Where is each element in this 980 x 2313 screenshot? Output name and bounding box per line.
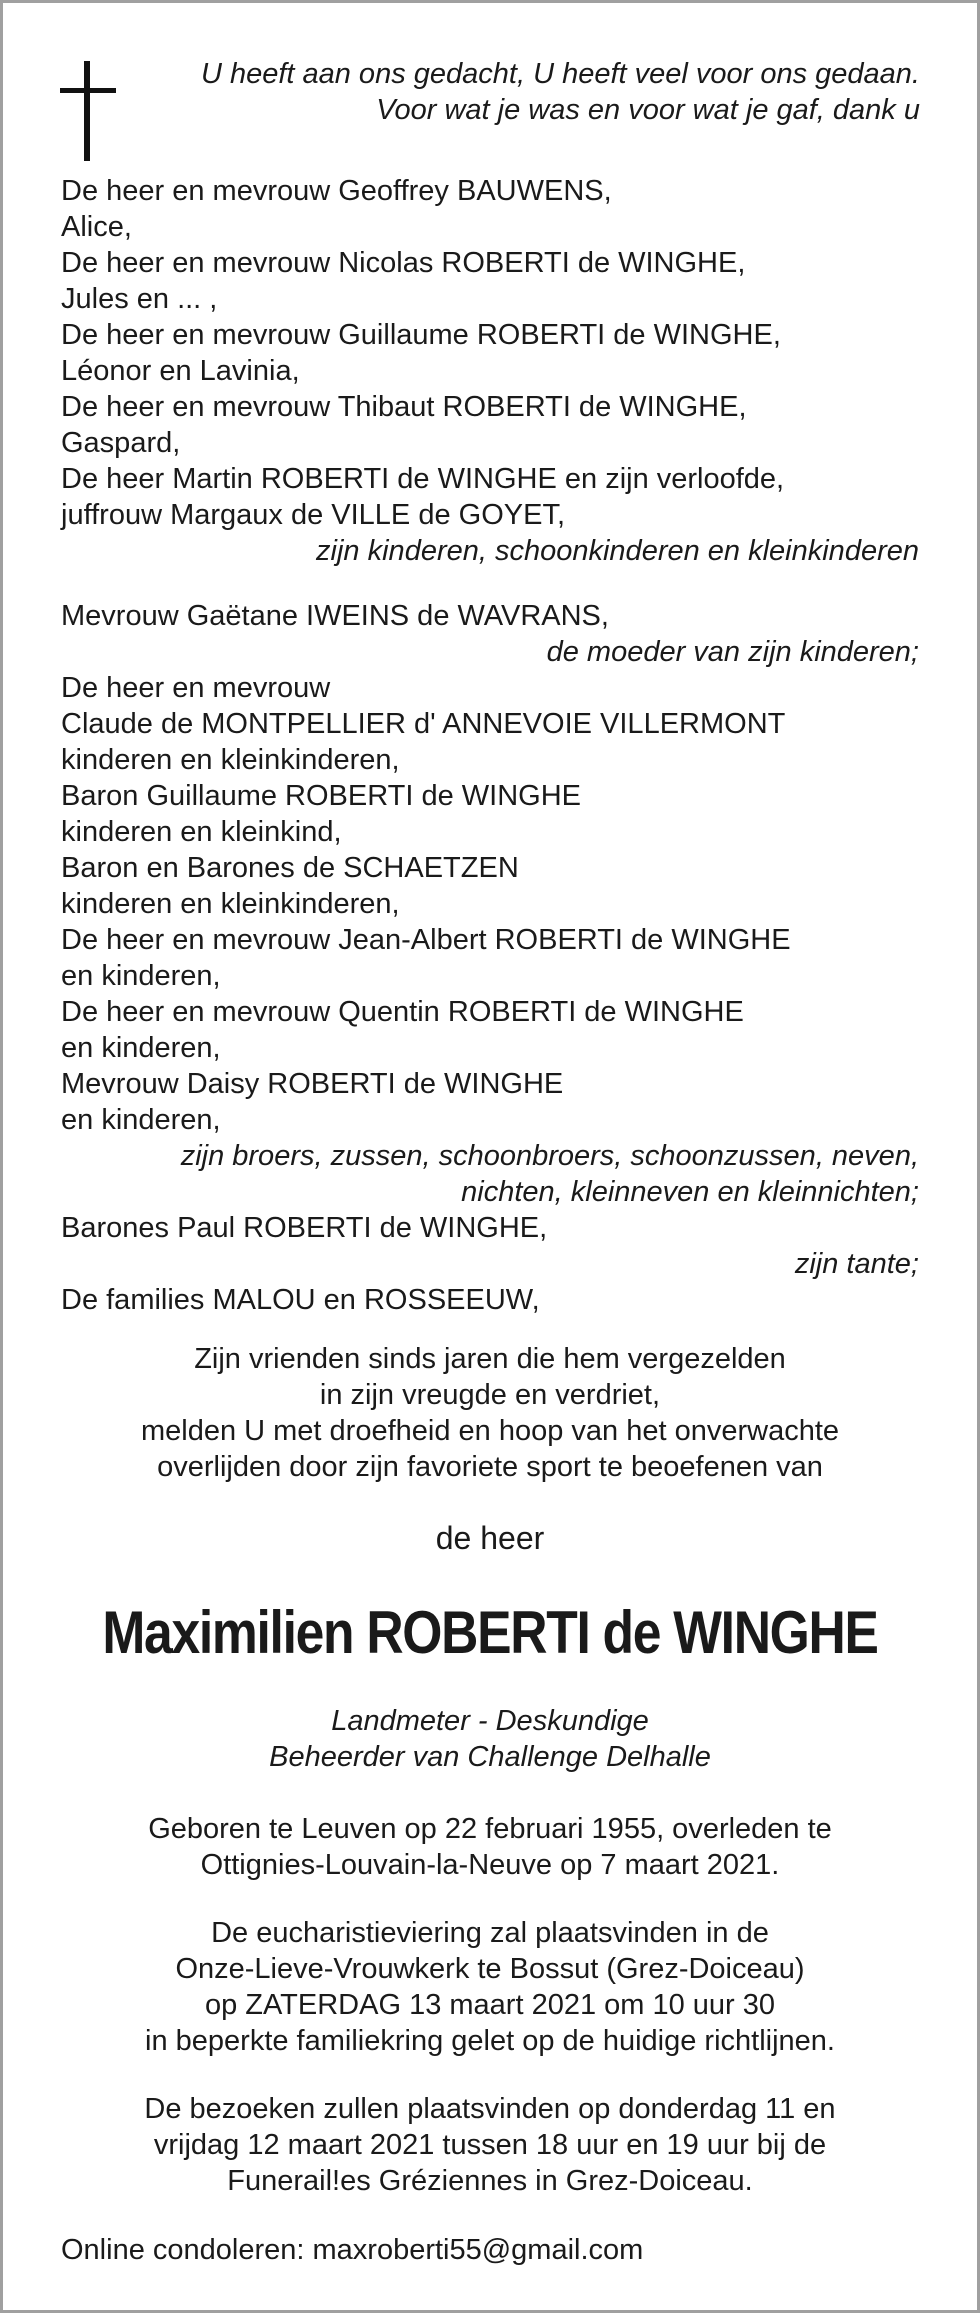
condolences-line: Online condoleren: maxroberti55@gmail.com — [61, 2234, 644, 2266]
family-line: Baron en Barones de SCHAETZEN — [61, 852, 519, 884]
family-line: kinderen en kleinkind, — [61, 816, 342, 848]
announcement-line: Zijn vrienden sinds jaren die hem vergezelden — [194, 1343, 786, 1375]
visits-line: Funerail!es Gréziennes in Grez-Doiceau. — [227, 2165, 753, 2197]
family-line: Alice, — [61, 211, 132, 243]
role-line: Landmeter - Deskundige — [331, 1705, 649, 1737]
family-line: De heer Martin ROBERTI de WINGHE en zijn verloofde, — [61, 463, 785, 495]
announcement-line: melden U met droefheid en hoop van het onverwachte — [140, 1415, 840, 1447]
relation-label: zijn tante; — [794, 1248, 919, 1280]
family-line: Léonor en Lavinia, — [61, 355, 300, 387]
families-line: De families MALOU en ROSSEEUW, — [61, 1284, 540, 1316]
role-line: Beheerder van Challenge Delhalle — [269, 1741, 711, 1773]
relation-label: zijn broers, zussen, schoonbroers, schoonzussen, neven, — [180, 1140, 919, 1172]
motto-line: Voor wat je was en voor wat je gaf, dank u — [376, 94, 920, 126]
birth-death-line: Ottignies-Louvain-la-Neuve op 7 maart 2021. — [200, 1849, 780, 1881]
ceremony-line: De eucharistieviering zal plaatsvinden in de — [211, 1917, 769, 1949]
announcement-line: overlijden door zijn favoriete sport te beoefenen van — [157, 1451, 823, 1483]
family-line: Jules en ... , — [61, 283, 218, 315]
roles — [3, 1703, 977, 1775]
family-line: Gaspard, — [61, 427, 181, 459]
visits-line: vrijdag 12 maart 2021 tussen 18 uur en 19 uur bij de — [153, 2129, 827, 2161]
ceremony-line: op ZATERDAG 13 maart 2021 om 10 uur 30 — [204, 1989, 776, 2021]
deceased-name: Maximilien ROBERTI de WINGHE — [102, 1599, 878, 1666]
aunt-name: Barones Paul ROBERTI de WINGHE, — [61, 1212, 548, 1244]
relation-label: de moeder van zijn kinderen; — [546, 636, 919, 668]
relation-label: nichten, kleinneven en kleinnichten; — [461, 1176, 919, 1208]
family-line: De heer en mevrouw Geoffrey BAUWENS, — [61, 175, 612, 207]
ceremony-info — [3, 1915, 977, 2059]
honorific: de heer — [435, 1520, 545, 1556]
condolences — [61, 2232, 919, 2268]
motto-line: U heeft aan ons gedacht, U heeft veel voor ons gedaan. — [200, 58, 920, 90]
announcement — [3, 1341, 977, 1485]
motto — [201, 56, 920, 128]
birth-death-line: Geboren te Leuven op 22 februari 1955, overleden te — [148, 1813, 832, 1845]
visits-info — [3, 2091, 977, 2199]
family-line: juffrouw Margaux de VILLE de GOYET, — [61, 499, 566, 531]
family-line: Claude de MONTPELLIER d' ANNEVOIE VILLERMONT — [61, 708, 786, 740]
family-line: Baron Guillaume ROBERTI de WINGHE — [61, 780, 582, 812]
family-line: De heer en mevrouw Quentin ROBERTI de WINGHE — [61, 996, 744, 1028]
family-line: De heer en mevrouw Thibaut ROBERTI de WINGHE, — [61, 391, 747, 423]
mother-name: Mevrouw Gaëtane IWEINS de WAVRANS, — [61, 600, 609, 632]
family-line: en kinderen, — [61, 1032, 221, 1064]
mother-section — [61, 598, 919, 670]
family-siblings — [61, 670, 919, 1318]
family-line: en kinderen, — [61, 1104, 221, 1136]
relation-label: zijn kinderen, schoonkinderen en kleinkinderen — [316, 535, 919, 567]
ceremony-line: Onze-Lieve-Vrouwkerk te Bossut (Grez-Doiceau) — [175, 1953, 805, 1985]
family-children — [61, 173, 919, 569]
family-line: De heer en mevrouw — [61, 672, 331, 704]
family-line: kinderen en kleinkinderen, — [61, 744, 400, 776]
ceremony-line: in beperkte familiekring gelet op de huidige richtlijnen. — [145, 2025, 835, 2057]
family-line: kinderen en kleinkinderen, — [61, 888, 400, 920]
family-line: De heer en mevrouw Nicolas ROBERTI de WINGHE, — [61, 247, 746, 279]
cross-icon — [60, 61, 116, 161]
birth-death — [3, 1811, 977, 1883]
visits-line: De bezoeken zullen plaatsvinden op donderdag 11 en — [144, 2093, 836, 2125]
family-line: Mevrouw Daisy ROBERTI de WINGHE — [61, 1068, 564, 1100]
announcement-line: in zijn vreugde en verdriet, — [319, 1379, 661, 1411]
family-line: De heer en mevrouw Jean-Albert ROBERTI de WINGHE — [61, 924, 791, 956]
family-line: en kinderen, — [61, 960, 221, 992]
family-line: De heer en mevrouw Guillaume ROBERTI de WINGHE, — [61, 319, 781, 351]
